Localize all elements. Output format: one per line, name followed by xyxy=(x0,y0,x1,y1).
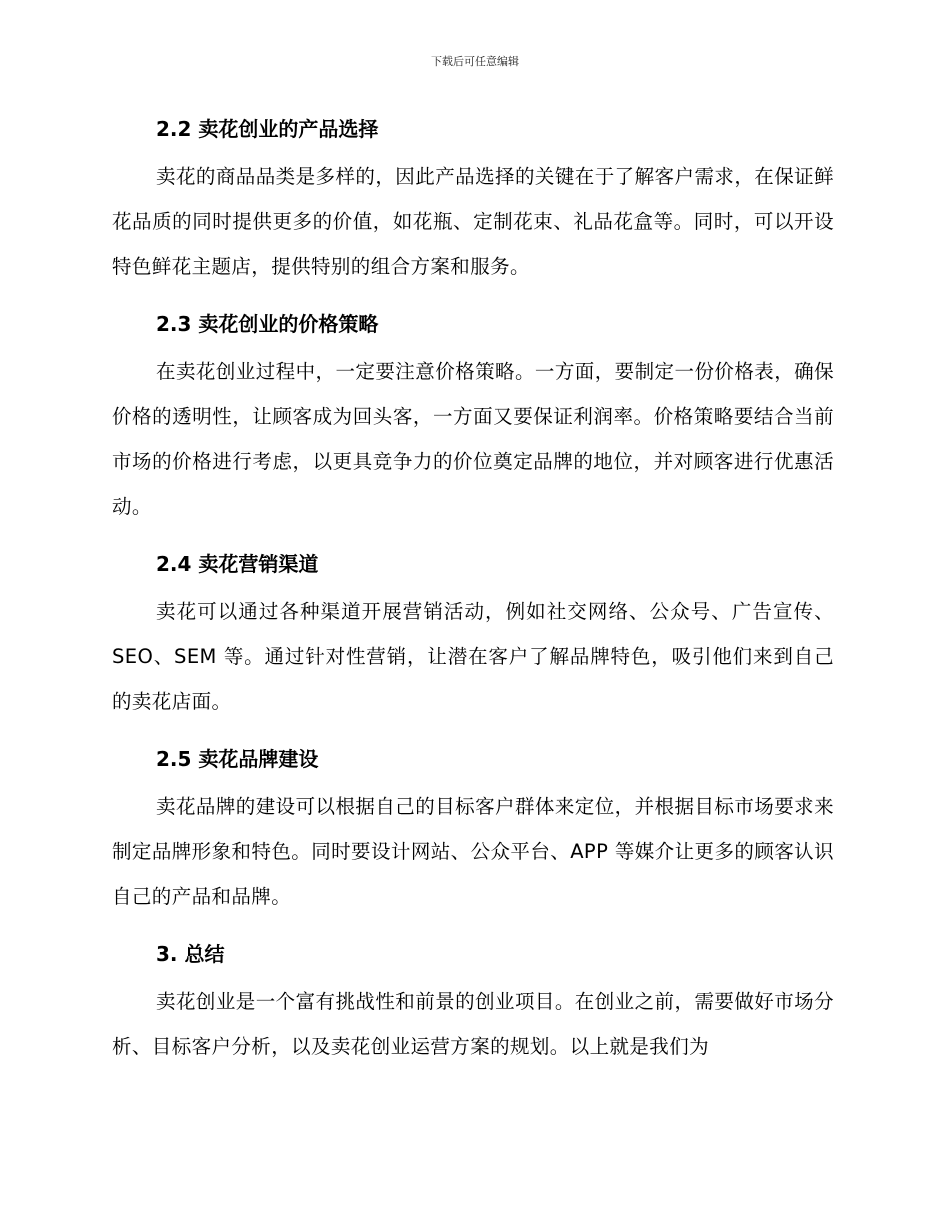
section-heading-2-3: 2.3 卖花创业的价格策略 xyxy=(156,312,379,336)
section-paragraph-2-5: 卖花品牌的建设可以根据自己的目标客户群体来定位，并根据目标市场要求来制定品牌形象和特色。同时要设计网站、公众平台、APP 等媒介让更多的顾客认识自己的产品和品牌。 xyxy=(112,795,834,908)
section-heading-2-4: 2.4 卖花营销渠道 xyxy=(156,552,319,576)
section-paragraph-2-4: 卖花可以通过各种渠道开展营销活动，例如社交网络、公众号、广告宣传、SEO、SEM 等。通过针对性营销，让潜在客户了解品牌特色，吸引他们来到自己的卖花店面。 xyxy=(112,600,834,713)
section-paragraph-2-3: 在卖花创业过程中，一定要注意价格策略。一方面，要制定一份价格表，确保价格的透明性，让顾客成为回头客，一方面又要保证利润率。价格策略要结合当前市场的价格进行考虑，以更具竞争力的价位奠定品牌的地位，并对顾客进行优惠活动。 xyxy=(112,360,834,518)
section-heading-2-5: 2.5 卖花品牌建设 xyxy=(156,747,319,771)
section-paragraph-2-2: 卖花的商品品类是多样的，因此产品选择的关键在于了解客户需求，在保证鲜花品质的同时提供更多的价值，如花瓶、定制花束、礼品花盒等。同时，可以开设特色鲜花主题店，提供特别的组合方案和服务。 xyxy=(112,165,834,278)
document-body xyxy=(112,110,834,1069)
page-header: 下载后可任意编辑 xyxy=(431,55,519,68)
section-heading-3: 3. 总结 xyxy=(156,942,225,966)
section-paragraph-3: 卖花创业是一个富有挑战性和前景的创业项目。在创业之前，需要做好市场分析、目标客户分析，以及卖花创业运营方案的规划。以上就是我们为 xyxy=(112,990,834,1058)
section-heading-2-2: 2.2 卖花创业的产品选择 xyxy=(156,117,379,141)
